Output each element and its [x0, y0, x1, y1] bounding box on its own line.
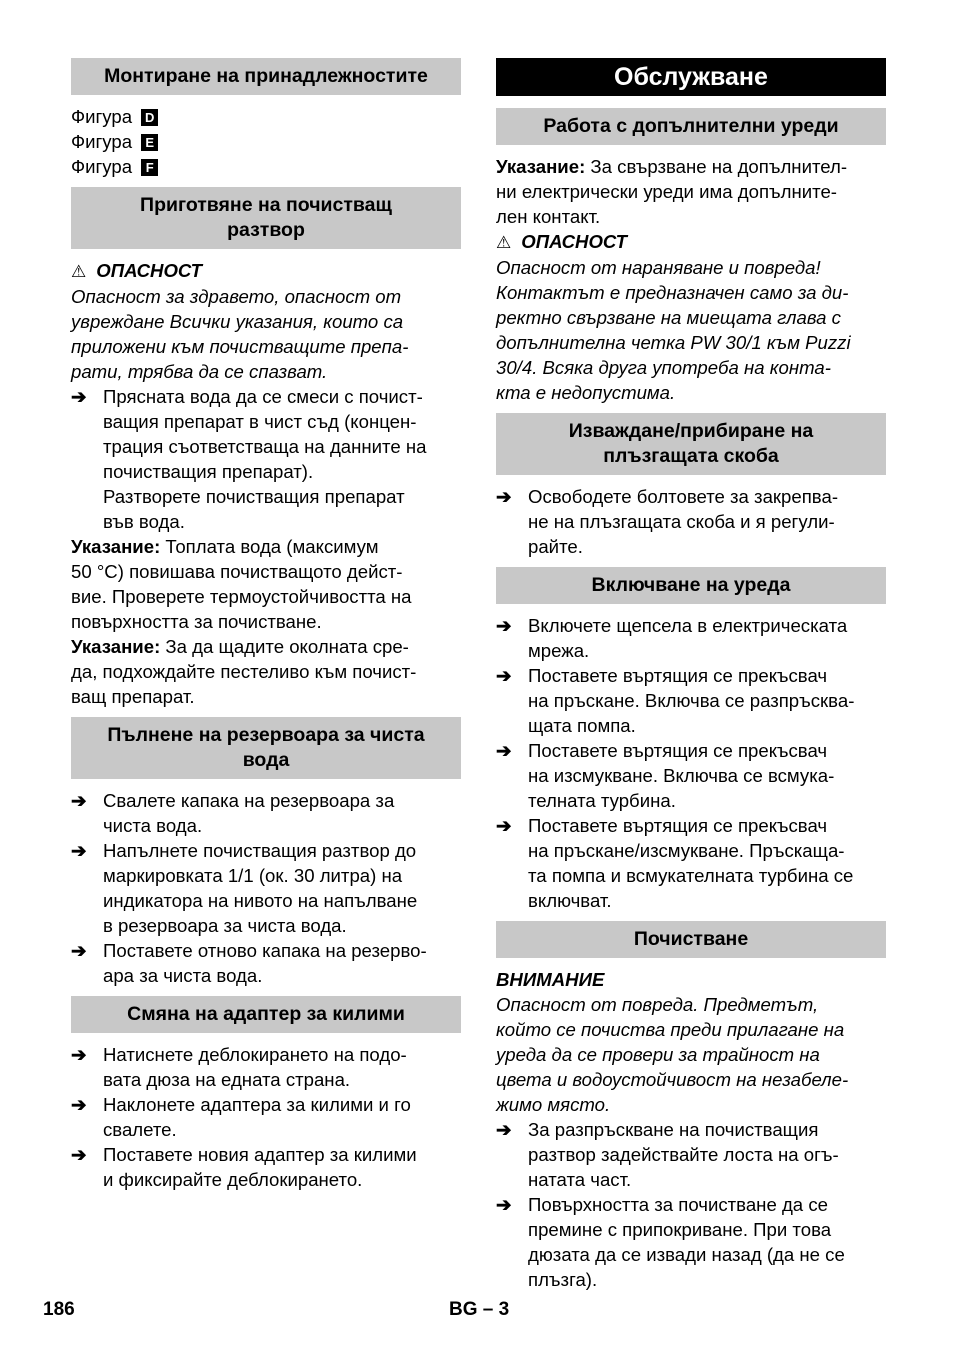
- danger-text: Опасност от нараняване и повреда! Контактът е предназначен само за ди- ректно свързване на миещата глава с допълнителна четка PW 30/1 към Puzzi 30/4. Всяка друга употреба на конта- кта е недопустима.: [496, 257, 851, 403]
- bullet-item: [71, 838, 461, 938]
- page-number: 186: [43, 1299, 75, 1320]
- bullet-text-line: Натиснете деблокирането на подо-: [103, 1044, 407, 1065]
- bullet-item: [496, 613, 886, 663]
- arrow-right-icon: ➔: [71, 386, 87, 407]
- arrow-right-icon: ➔: [71, 1144, 87, 1165]
- left-column: [71, 58, 461, 1192]
- warning-triangle-icon: ⚠: [71, 262, 87, 281]
- arrow-right-icon: ➔: [496, 740, 512, 761]
- bullet-list: [71, 1042, 461, 1192]
- bullet-text-line: индикатора на нивото на напълване: [103, 890, 418, 911]
- bullet-text-line: Включете щепсела в електрическата: [528, 615, 848, 636]
- note-paragraph: Указание: За да щадите околната сре- да, подхождайте пестеливо към почист- ващ препарат.: [71, 636, 417, 707]
- bullet-text-line: чиста вода.: [103, 815, 203, 836]
- bullet-text-line: и фиксирайте деблокирането.: [103, 1169, 363, 1190]
- caution-text: Опасност от повреда. Предметът, който се почиства преди прилагане на уреда да се провери за трайност на цвета и водоустойчивост на незабеле- жимо място.: [496, 994, 849, 1115]
- arrow-right-icon: ➔: [71, 790, 87, 811]
- bullet-text-line: маркировката 1/1 (ок. 30 литра) на: [103, 865, 403, 886]
- bullet-text-line: плъзга).: [528, 1269, 598, 1290]
- figure-reference: Фигура D: [71, 104, 461, 129]
- section-heading-cleaning: Почистване: [496, 921, 886, 958]
- warning-triangle-icon: ⚠: [496, 233, 512, 252]
- bullet-text-line: щата помпа.: [528, 715, 636, 736]
- bullet-item: [496, 1117, 886, 1192]
- section-heading-accessories: Монтиране на принадлежностите: [71, 58, 461, 95]
- bullet-item: [71, 788, 461, 838]
- bullet-item: ➔ Прясната вода да се смеси с почист- ващия препарат в чист съд (концен- трация съответстваща на данните на почистващия препарат).: [71, 386, 427, 482]
- bullet-list: [496, 484, 886, 559]
- bullet-text-line: Напълнете почистващия разтвор до: [103, 840, 417, 861]
- bullet-text-line: разтвор задействайте лоста на огъ-: [528, 1144, 839, 1165]
- bullet-item: [71, 938, 461, 988]
- bullet-text-line: на изсмукване. Включва се всмука-: [528, 765, 835, 786]
- bullet-text-line: райте.: [528, 536, 583, 557]
- bullet-text-line: мрежа.: [528, 640, 590, 661]
- bullet-text-line: Наклонете адаптера за килими и го: [103, 1094, 411, 1115]
- bullet-text-line: Поставете отново капака на резерво-: [103, 940, 427, 961]
- figure-letter: E: [141, 134, 158, 151]
- bullet-text-line: на пръскане/изсмукване. Пръскаща-: [528, 840, 845, 861]
- bullet-list: [496, 613, 886, 913]
- bullet-text-line: свалете.: [103, 1119, 177, 1140]
- caution-heading: ВНИМАНИЕ: [496, 969, 605, 990]
- section-heading-cleaning-solution: Приготвяне на почистващ разтвор: [71, 187, 461, 249]
- danger-heading: ⚠ ОПАСНОСТ: [71, 260, 202, 281]
- arrow-right-icon: ➔: [496, 815, 512, 836]
- bullet-text-line: Поставете въртящия се прекъсвач: [528, 740, 828, 761]
- arrow-right-icon: ➔: [496, 1119, 512, 1140]
- figure-letter: F: [141, 159, 158, 176]
- bullet-text-line: включват.: [528, 890, 612, 911]
- note-paragraph: Указание: За свързване на допълнител- ни електрически уреди има допълните- лен контакт.: [496, 156, 848, 227]
- bullet-text-line: телната турбина.: [528, 790, 676, 811]
- arrow-right-icon: ➔: [71, 1094, 87, 1115]
- arrow-right-icon: ➔: [496, 1194, 512, 1215]
- danger-text: Опасност за здравето, опасност от увреждане Всички указания, които са приложени към почистващите препа- рати, трябва да се спазват.: [71, 286, 409, 382]
- bullet-item: [496, 663, 886, 738]
- bullet-item: [496, 1192, 886, 1292]
- bullet-item: [496, 484, 886, 559]
- figure-reference: Фигура E: [71, 129, 461, 154]
- bullet-text-line: та помпа и всмукателната турбина се: [528, 865, 854, 886]
- figure-letter: D: [141, 109, 158, 126]
- arrow-right-icon: ➔: [71, 940, 87, 961]
- bullet-list: [496, 1117, 886, 1292]
- bullet-text-line: вата дюза на едната страна.: [103, 1069, 351, 1090]
- bullet-continuation: Разтворете почистващия препарат във вода.: [103, 486, 405, 532]
- bullet-item: [496, 738, 886, 813]
- bullet-text-line: на пръскане. Включва се разпръсква-: [528, 690, 855, 711]
- bullet-text-line: Освободете болтовете за закрепва-: [528, 486, 839, 507]
- arrow-right-icon: ➔: [496, 486, 512, 507]
- bullet-text-line: ара за чиста вода.: [103, 965, 263, 986]
- bullet-text-line: премине с припокриване. При това: [528, 1219, 832, 1240]
- bullet-item: [71, 1092, 461, 1142]
- bullet-item: [71, 1042, 461, 1092]
- bullet-text-line: Свалете капака на резервоара за: [103, 790, 395, 811]
- arrow-right-icon: ➔: [71, 840, 87, 861]
- note-paragraph: Указание: Топлата вода (максимум 50 °C) повишава почистващото дейст- вие. Проверете термоустойчивостта на повърхността за почистване.: [71, 536, 412, 632]
- right-column: [496, 58, 886, 1292]
- section-heading-switch-on: Включване на уреда: [496, 567, 886, 604]
- bullet-text-line: Поставете въртящия се прекъсвач: [528, 815, 828, 836]
- bullet-text-line: в резервоара за чиста вода.: [103, 915, 347, 936]
- arrow-right-icon: ➔: [496, 665, 512, 686]
- bullet-text-line: не на плъзгащата скоба и я регули-: [528, 511, 835, 532]
- section-heading-carpet-adapter: Смяна на адаптер за килими: [71, 996, 461, 1033]
- bullet-text-line: За разпръскване на почистващия: [528, 1119, 819, 1140]
- arrow-right-icon: ➔: [496, 615, 512, 636]
- section-heading-additional-devices: Работа с допълнителни уреди: [496, 108, 886, 145]
- bullet-item: [496, 813, 886, 913]
- danger-heading: ⚠ ОПАСНОСТ: [496, 231, 627, 252]
- bullet-item: [71, 1142, 461, 1192]
- chapter-heading-operation: Обслужване: [496, 58, 886, 96]
- arrow-right-icon: ➔: [71, 1044, 87, 1065]
- section-label: BG – 3: [449, 1299, 510, 1320]
- bullet-text-line: натата част.: [528, 1169, 632, 1190]
- bullet-list: [71, 788, 461, 988]
- bullet-text-line: Повърхността за почистване да се: [528, 1194, 828, 1215]
- bullet-text-line: дюзата да се извади назад (да не се: [528, 1244, 845, 1265]
- bullet-text-line: Поставете въртящия се прекъсвач: [528, 665, 828, 686]
- bullet-text-line: Поставете новия адаптер за килими: [103, 1144, 417, 1165]
- section-heading-fresh-water-tank: Пълнене на резервоара за чиста вода: [71, 717, 461, 779]
- section-heading-sliding-bracket: Изваждане/прибиране на плъзгащата скоба: [496, 413, 886, 475]
- figure-reference: Фигура F: [71, 154, 461, 179]
